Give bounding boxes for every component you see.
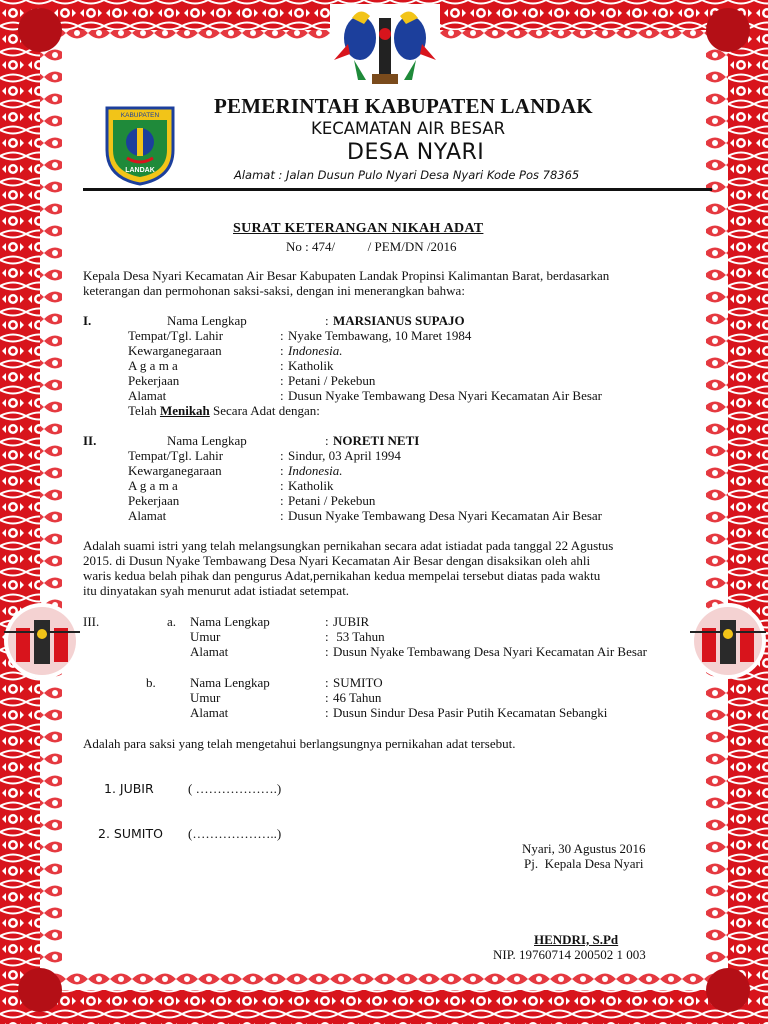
- person1-religion-label: A g a m a: [128, 358, 178, 373]
- person2-ttl-label: Tempat/Tgl. Lahir: [128, 448, 224, 463]
- header-regency: PEMERINTAH KABUPATEN LANDAK: [214, 94, 593, 118]
- emblem-top-text: KABUPATEN: [120, 112, 160, 119]
- person2-nama-colon: :: [325, 433, 329, 448]
- hornbill-ornament-icon: [330, 4, 440, 92]
- witness-b-address-label: Alamat: [190, 705, 229, 720]
- statement-line-1: Adalah suami istri yang telah melangsungkan pernikahan secara adat istiadat pada tanggal 22 Agustus: [83, 538, 614, 553]
- person2-job-label: Pekerjaan: [128, 493, 180, 508]
- married-pre: Telah: [128, 403, 160, 418]
- person1-job-value: Petani / Pekebun: [288, 373, 376, 388]
- person1-ttl-value: Nyake Tembawang, 10 Maret 1984: [288, 328, 472, 343]
- statement-line-2: 2015. di Dusun Nyake Tembawang Desa Nyari Kecamatan Air Besar dengan disaksikan oleh ahli: [83, 553, 591, 568]
- married-statement: [128, 403, 320, 418]
- person2-nama-value: NORETI NETI: [333, 433, 420, 448]
- married-post: Secara Adat dengan:: [209, 403, 320, 418]
- witness-a-address-colon: :: [325, 644, 329, 659]
- person2-ttl-value: Sindur, 03 April 1994: [288, 448, 401, 463]
- witness-section-number: III.: [83, 614, 100, 629]
- witness-closing: Adalah para saksi yang telah mengetahui berlangsungnya pernikahan adat tersebut.: [83, 736, 516, 751]
- intro-line-1: Kepala Desa Nyari Kecamatan Air Besar Kabupaten Landak Propinsi Kalimantan Barat, berdasarkan: [83, 268, 610, 283]
- person2-citizen-label: Kewarganegaraan: [128, 463, 222, 478]
- witness-b-address-colon: :: [325, 705, 329, 720]
- witness-a-nama-value: JUBIR: [333, 614, 370, 629]
- witness-b-address-value: Dusun Sindur Desa Pasir Putih Kecamatan Sebangki: [333, 705, 608, 720]
- witness-b-umur-value: 46 Tahun: [333, 690, 382, 705]
- person2-address-value: Dusun Nyake Tembawang Desa Nyari Kecamatan Air Besar: [288, 508, 602, 523]
- person2-address-colon: :: [280, 508, 284, 523]
- header-village: DESA NYARI: [347, 140, 485, 165]
- statement-line-4: itu dinyatakan syah menurut adat istiadat setempat.: [83, 583, 350, 598]
- person2-job-colon: :: [280, 493, 284, 508]
- document-title: SURAT KETERANGAN NIKAH ADAT: [233, 221, 484, 236]
- person1-ttl-label: Tempat/Tgl. Lahir: [128, 328, 224, 343]
- witness-b-umur-colon: :: [325, 690, 329, 705]
- person2-number: II.: [83, 433, 97, 448]
- person1-number: I.: [83, 313, 92, 328]
- witness-b-umur-label: Umur: [190, 690, 221, 705]
- married-word: Menikah: [159, 403, 210, 418]
- shield-ornament-left-icon: [2, 600, 82, 682]
- landak-emblem-icon: [103, 104, 177, 186]
- person2-citizen-value: Indonesia.: [288, 463, 343, 478]
- witness-a-nama-label: Nama Lengkap: [190, 614, 270, 629]
- statement-line-3: waris kedua belah pihak dan pengurus Adat,pernikahan kedua mempelai tersebut diatas pada waktu: [83, 568, 601, 583]
- person1-nama-colon: :: [325, 313, 329, 328]
- person2-religion-colon: :: [280, 478, 284, 493]
- person1-nama-label: Nama Lengkap: [167, 313, 247, 328]
- document-number: No : 474/ / PEM/DN /2016: [286, 239, 457, 254]
- signature-signer-nip: NIP. 19760714 200502 1 003: [493, 947, 646, 962]
- signature-witness-2-line: (………………..): [188, 826, 282, 841]
- witness-a-letter: a.: [167, 614, 177, 629]
- header-divider: [83, 188, 712, 191]
- shield-ornament-right-icon: [688, 600, 768, 682]
- person2-nama-label: Nama Lengkap: [167, 433, 247, 448]
- person2-religion-label: A g a m a: [128, 478, 178, 493]
- person1-job-label: Pekerjaan: [128, 373, 180, 388]
- witness-a-umur-colon: :: [325, 629, 329, 644]
- signature-place-date: Nyari, 30 Agustus 2016: [522, 841, 646, 856]
- person2-ttl-colon: :: [280, 448, 284, 463]
- person2-citizen-colon: :: [280, 463, 284, 478]
- person1-religion-colon: :: [280, 358, 284, 373]
- person1-citizen-colon: :: [280, 343, 284, 358]
- header-address: Alamat : Jalan Dusun Pulo Nyari Desa Nyari Kode Pos 78365: [234, 168, 580, 182]
- witness-a-umur-value: 53 Tahun: [333, 629, 385, 644]
- witness-a-address-value: Dusun Nyake Tembawang Desa Nyari Kecamatan Air Besar: [333, 644, 647, 659]
- witness-a-umur-label: Umur: [190, 629, 221, 644]
- person2-job-value: Petani / Pekebun: [288, 493, 376, 508]
- person1-address-value: Dusun Nyake Tembawang Desa Nyari Kecamatan Air Besar: [288, 388, 602, 403]
- person1-ttl-colon: :: [280, 328, 284, 343]
- signature-signer-name: HENDRI, S.Pd: [534, 932, 619, 947]
- person1-religion-value: Katholik: [288, 358, 334, 373]
- signature-witness-1-line: ( ……………….): [188, 781, 282, 796]
- person2-religion-value: Katholik: [288, 478, 334, 493]
- person1-citizen-label: Kewarganegaraan: [128, 343, 222, 358]
- intro-line-2: keterangan dan permohonan saksi-saksi, dengan ini menerangkan bahwa:: [83, 283, 465, 298]
- person2-address-label: Alamat: [128, 508, 167, 523]
- witness-a-nama-colon: :: [325, 614, 329, 629]
- signature-witness-1-name: 1. JUBIR: [104, 781, 154, 796]
- signature-witness-2-name: 2. SUMITO: [98, 826, 163, 841]
- witness-b-nama-colon: :: [325, 675, 329, 690]
- emblem-bottom-text: LANDAK: [125, 167, 155, 174]
- witness-b-nama-label: Nama Lengkap: [190, 675, 270, 690]
- header-district: KECAMATAN AIR BESAR: [311, 119, 506, 138]
- person1-address-label: Alamat: [128, 388, 167, 403]
- person1-nama-value: MARSIANUS SUPAJO: [333, 313, 465, 328]
- person1-job-colon: :: [280, 373, 284, 388]
- signature-role: Pj. Kepala Desa Nyari: [524, 856, 644, 871]
- person1-citizen-value: Indonesia.: [288, 343, 343, 358]
- witness-a-address-label: Alamat: [190, 644, 229, 659]
- person1-address-colon: :: [280, 388, 284, 403]
- witness-b-letter: b.: [146, 675, 156, 690]
- witness-b-nama-value: SUMITO: [333, 675, 383, 690]
